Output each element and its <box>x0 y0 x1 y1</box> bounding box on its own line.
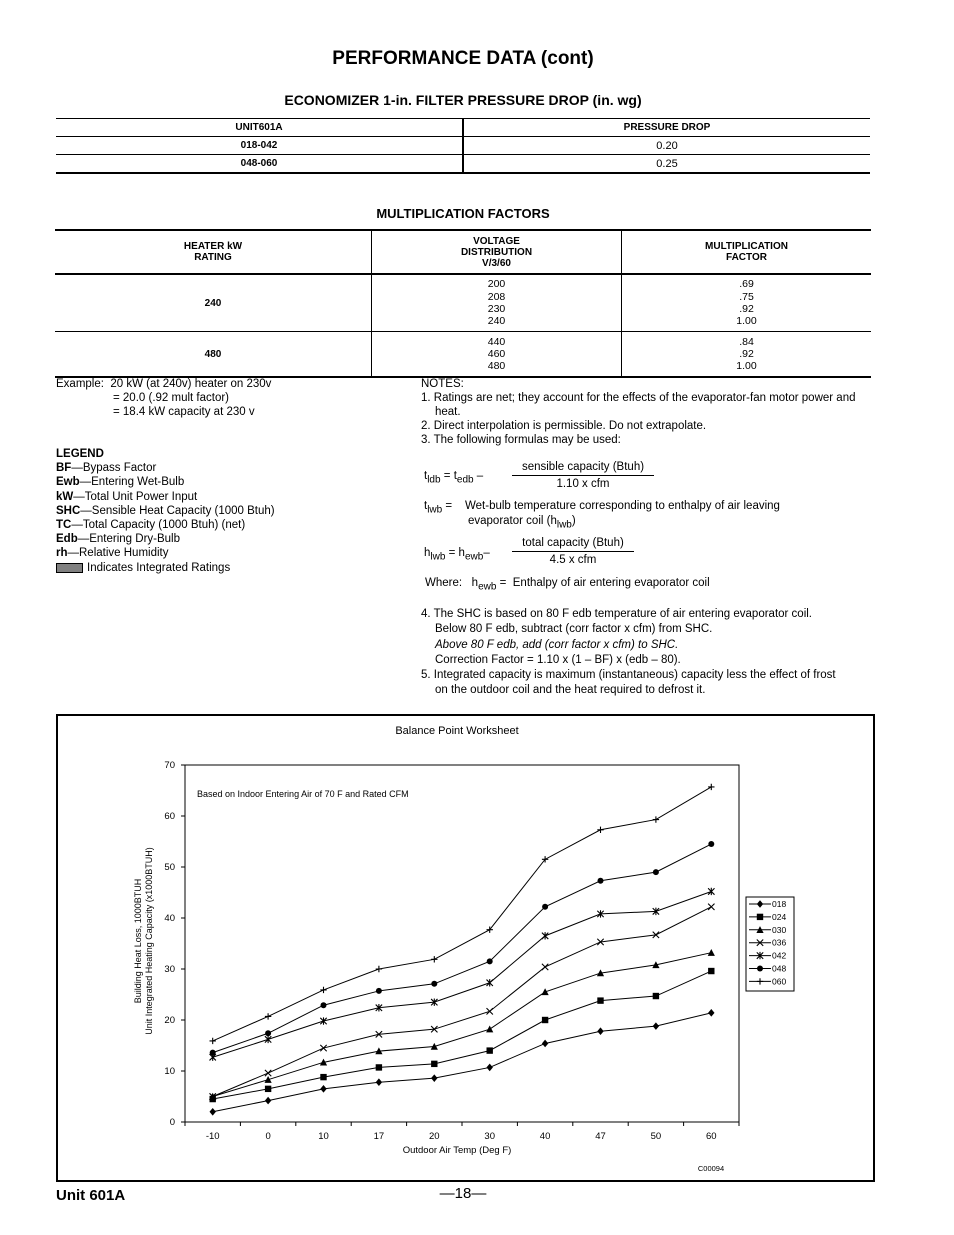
x-tick-label: 17 <box>373 1131 385 1142</box>
multiplication-factors-table <box>55 229 871 378</box>
notes-title: NOTES: <box>421 378 464 390</box>
legend-item <box>56 518 275 532</box>
data-point-018 <box>487 1064 493 1072</box>
legend-abbr: Ewb <box>56 476 80 489</box>
y-tick-label: 20 <box>164 1015 175 1026</box>
legend-abbr: kW <box>56 490 74 503</box>
header-line: MULTIPLICATION <box>705 241 788 252</box>
figure-code: C00094 <box>697 1164 725 1173</box>
data-point-048 <box>376 988 382 994</box>
data-point-024 <box>487 1047 493 1053</box>
note-item: 2. Direct interpolation is permissible. Do not extrapolate. <box>421 420 707 432</box>
chart-frame <box>56 714 875 1182</box>
y-tick-label: 30 <box>164 964 175 975</box>
voltage-value: 440 <box>487 335 506 348</box>
data-point-018 <box>265 1097 271 1105</box>
data-point-018 <box>210 1108 216 1116</box>
x-tick-label: 0 <box>265 1131 271 1142</box>
voltage-value: 208 <box>487 290 506 303</box>
data-point-048 <box>487 958 493 964</box>
voltage-value: 200 <box>487 278 506 291</box>
filter-pressure-table <box>56 118 870 174</box>
data-point-060 <box>431 956 437 962</box>
data-point-048 <box>210 1050 216 1056</box>
header-line: FACTOR <box>726 252 767 263</box>
data-point-024 <box>708 968 714 974</box>
legend-desc: —Bypass Factor <box>71 462 157 475</box>
note-item: 3. The following formulas may be used: <box>421 434 621 446</box>
mult-table-title: MULTIPLICATION FACTORS <box>376 206 550 221</box>
series-line-042 <box>213 891 712 1057</box>
formula-where: Where: $h_{ewb}$ = Enthalpy of air entering evaporator coil <box>425 577 710 593</box>
y-axis-label: Building Heat Loss, 1000BTUH <box>133 878 143 1004</box>
legend-abbr: Edb <box>56 533 78 546</box>
example-block <box>56 377 271 419</box>
x-tick-label: 40 <box>539 1131 551 1142</box>
legend-item <box>56 561 275 575</box>
data-point-060 <box>653 816 659 822</box>
column-header-unit: UNIT601A <box>56 119 463 137</box>
pressure-cell: 0.25 <box>463 155 870 174</box>
legend-desc: —Total Unit Power Input <box>73 490 198 503</box>
note-item: 5. Integrated capacity is maximum (instantaneous) capacity less the effect of frost <box>421 669 836 682</box>
y-tick-label: 60 <box>164 811 175 822</box>
formula-tlwb-text: Wet-bulb temperature corresponding to enthalpy of air leaving <box>465 500 780 512</box>
factor-value: .75 <box>739 290 754 303</box>
legend-label: 030 <box>772 924 787 935</box>
legend-item <box>56 546 275 560</box>
pressure-cell: 0.20 <box>463 137 870 155</box>
column-header-voltage <box>372 230 622 274</box>
data-point-042 <box>265 1036 271 1043</box>
data-point-024 <box>653 993 659 999</box>
fraction-numerator: sensible capacity (Btuh) <box>512 461 654 476</box>
legend-desc: Indicates Integrated Ratings <box>87 561 231 574</box>
data-point-048 <box>653 869 659 875</box>
legend-desc: —Entering Dry-Bulb <box>77 533 180 546</box>
table-row <box>56 137 870 155</box>
legend-marker-048 <box>757 966 763 972</box>
voltage-value: 460 <box>487 347 506 360</box>
legend-label: 060 <box>772 976 787 987</box>
data-point-042 <box>542 932 548 939</box>
data-point-024 <box>320 1074 326 1080</box>
notes-block <box>421 377 881 447</box>
data-point-036 <box>708 904 714 910</box>
formula-tlwb-text2: evaporator coil $(h_{lwb})$ <box>468 515 576 531</box>
data-point-018 <box>376 1078 382 1086</box>
y-tick-label: 40 <box>164 913 175 924</box>
page-number: —18— <box>439 1185 487 1202</box>
data-point-018 <box>708 1009 714 1017</box>
example-line: = 18.4 kW capacity at 230 v <box>113 406 255 418</box>
chart-annotation: Based on Indoor Entering Air of 70 F and Rated CFM <box>197 789 409 799</box>
legend-item <box>56 504 275 518</box>
column-header-pressure: PRESSURE DROP <box>463 119 870 137</box>
data-point-060 <box>320 987 326 993</box>
unit-cell: 048-060 <box>56 155 463 174</box>
data-point-030 <box>542 988 549 995</box>
legend-abbr: TC <box>56 519 72 532</box>
example-text: 20 kW (at 240v) heater on 230v <box>110 378 272 390</box>
formula-tldb-lhs: $t_{ldb} = t_{edb}$ – <box>424 470 484 486</box>
series-line-036 <box>213 907 712 1097</box>
data-point-048 <box>321 1002 327 1008</box>
kw-cell: 240 <box>55 274 372 332</box>
series-line-048 <box>213 844 712 1053</box>
example-line: = 20.0 (.92 mult factor) <box>113 392 230 404</box>
legend-item <box>56 461 275 475</box>
header-line: HEATER kW <box>183 241 243 252</box>
data-point-042 <box>708 888 714 895</box>
data-point-036 <box>542 964 548 970</box>
data-point-048 <box>265 1030 271 1036</box>
voltage-cell <box>372 332 622 378</box>
y-tick-label: 70 <box>164 760 175 771</box>
data-point-030 <box>265 1076 272 1083</box>
table-header-row <box>55 230 871 274</box>
data-point-042 <box>320 1017 326 1024</box>
data-point-042 <box>487 979 493 986</box>
factor-value: 1.00 <box>736 360 757 373</box>
x-tick-label: 50 <box>650 1131 662 1142</box>
column-header-heater <box>55 230 372 274</box>
data-point-048 <box>542 904 548 910</box>
formula-tldb-fraction <box>512 461 654 490</box>
data-point-018 <box>431 1074 437 1082</box>
data-point-024 <box>265 1086 271 1092</box>
data-point-018 <box>597 1027 603 1035</box>
data-point-018 <box>542 1040 548 1048</box>
header-line: V/3/60 <box>482 257 511 269</box>
data-point-024 <box>376 1064 382 1070</box>
data-point-048 <box>708 841 714 847</box>
legend-block <box>56 447 275 575</box>
formula-tlwb-lhs: $t_{lwb}$ = <box>424 500 453 516</box>
legend-label: 036 <box>772 937 787 948</box>
notes-continued <box>421 607 881 699</box>
x-tick-label: -10 <box>205 1131 220 1142</box>
legend-label: 018 <box>772 899 787 909</box>
data-point-024 <box>597 997 603 1003</box>
data-point-018 <box>320 1085 326 1093</box>
data-point-036 <box>487 1008 493 1014</box>
example-line <box>56 377 271 391</box>
chart-legend <box>746 897 794 991</box>
data-point-048 <box>431 981 437 987</box>
formula-hlwb-fraction <box>512 537 634 566</box>
voltage-value: 240 <box>487 315 506 328</box>
fraction-numerator: total capacity (Btuh) <box>512 537 634 552</box>
data-point-030 <box>708 949 715 956</box>
kw-cell: 480 <box>55 332 372 378</box>
legend-abbr: BF <box>56 462 72 475</box>
legend-item <box>56 475 275 489</box>
data-point-060 <box>210 1038 216 1044</box>
note-item: 1. Ratings are net; they account for the effects of the evaporator-fan motor power and heat. <box>421 392 856 418</box>
note-line: Above 80 F edb, add (corr factor x cfm) to SHC. <box>435 638 679 651</box>
series-line-024 <box>213 971 712 1099</box>
legend-label: 024 <box>772 911 787 922</box>
factor-cell <box>622 332 872 378</box>
factor-value: 1.00 <box>736 315 757 328</box>
x-tick-label: 10 <box>318 1131 329 1142</box>
table-row <box>55 332 871 378</box>
factor-value: .84 <box>739 335 754 348</box>
legend-title: LEGEND <box>56 448 104 460</box>
data-point-036 <box>265 1070 271 1076</box>
column-header-factor <box>622 230 872 274</box>
factor-cell <box>622 274 872 332</box>
table-row <box>55 274 871 332</box>
note-line: Correction Factor = 1.10 x (1 – BF) x (edb – 80). <box>435 653 681 666</box>
data-point-060 <box>265 1013 271 1019</box>
series-line-060 <box>213 787 712 1041</box>
header-line: RATING <box>194 252 232 263</box>
data-point-048 <box>598 878 604 884</box>
voltage-value: 230 <box>487 303 506 315</box>
voltage-cell <box>372 274 622 332</box>
table-header-row <box>56 119 870 137</box>
note-line: Below 80 F edb, subtract (corr factor x cfm) from SHC. <box>435 623 713 636</box>
legend-label: 042 <box>772 950 787 961</box>
data-point-018 <box>653 1022 659 1030</box>
x-tick-label: 47 <box>595 1131 606 1142</box>
note-item: 4. The SHC is based on 80 F edb temperature of air entering evaporator coil. <box>421 608 813 620</box>
legend-abbr: rh <box>56 547 68 560</box>
legend-item <box>56 490 275 504</box>
header-line: VOLTAGE <box>473 235 520 247</box>
legend-item <box>56 532 275 546</box>
chart-title: Balance Point Worksheet <box>395 725 519 737</box>
voltage-value: 480 <box>487 360 506 373</box>
data-point-060 <box>708 784 714 790</box>
legend-marker-024 <box>757 914 763 920</box>
legend-desc: —Sensible Heat Capacity (1000 Btuh) <box>80 504 275 517</box>
y-tick-label: 10 <box>164 1066 175 1077</box>
example-label: Example: <box>56 378 104 390</box>
fraction-denominator: 1.10 x cfm <box>556 478 610 490</box>
y-tick-label: 0 <box>169 1117 175 1128</box>
x-axis-label: Outdoor Air Temp (Deg F) <box>402 1145 512 1156</box>
y-tick-label: 50 <box>164 862 175 873</box>
filter-table-title: ECONOMIZER 1-in. FILTER PRESSURE DROP (in. wg) <box>284 92 642 108</box>
data-point-060 <box>597 827 603 833</box>
x-tick-label: 20 <box>429 1131 440 1142</box>
balance-point-chart <box>58 716 873 1180</box>
data-point-024 <box>431 1061 437 1067</box>
legend-desc: —Relative Humidity <box>67 547 169 560</box>
footer-unit: Unit 601A <box>56 1187 126 1204</box>
data-point-024 <box>542 1017 548 1023</box>
table-row <box>56 155 870 174</box>
unit-cell: 018-042 <box>56 137 463 155</box>
legend-abbr: SHC <box>56 504 81 517</box>
data-point-060 <box>376 966 382 972</box>
factor-value: .92 <box>739 347 754 360</box>
data-point-036 <box>320 1045 326 1051</box>
y-axis-label: Unit Integrated Heating Capacity (x1000BTUH) <box>144 847 154 1035</box>
series-line-030 <box>213 953 712 1097</box>
legend-label: 048 <box>772 963 787 974</box>
legend-desc: —Total Capacity (1000 Btuh) (net) <box>71 519 246 532</box>
data-point-030 <box>486 1025 493 1032</box>
integrated-ratings-swatch <box>56 563 83 573</box>
series-line-018 <box>213 1013 712 1112</box>
factor-value: .69 <box>739 278 754 291</box>
legend-desc: —Entering Wet-Bulb <box>79 476 185 489</box>
x-tick-label: 60 <box>706 1131 717 1142</box>
page-title: PERFORMANCE DATA (cont) <box>332 48 594 69</box>
x-tick-label: 30 <box>484 1131 495 1142</box>
header-line: DISTRIBUTION <box>460 246 533 258</box>
factor-value: .92 <box>739 303 754 315</box>
note-line: on the outdoor coil and the heat required to defrost it. <box>435 684 706 697</box>
formula-hlwb-lhs: $h_{lwb} = h_{ewb}-$ <box>424 547 490 563</box>
fraction-denominator: 4.5 x cfm <box>549 554 597 566</box>
